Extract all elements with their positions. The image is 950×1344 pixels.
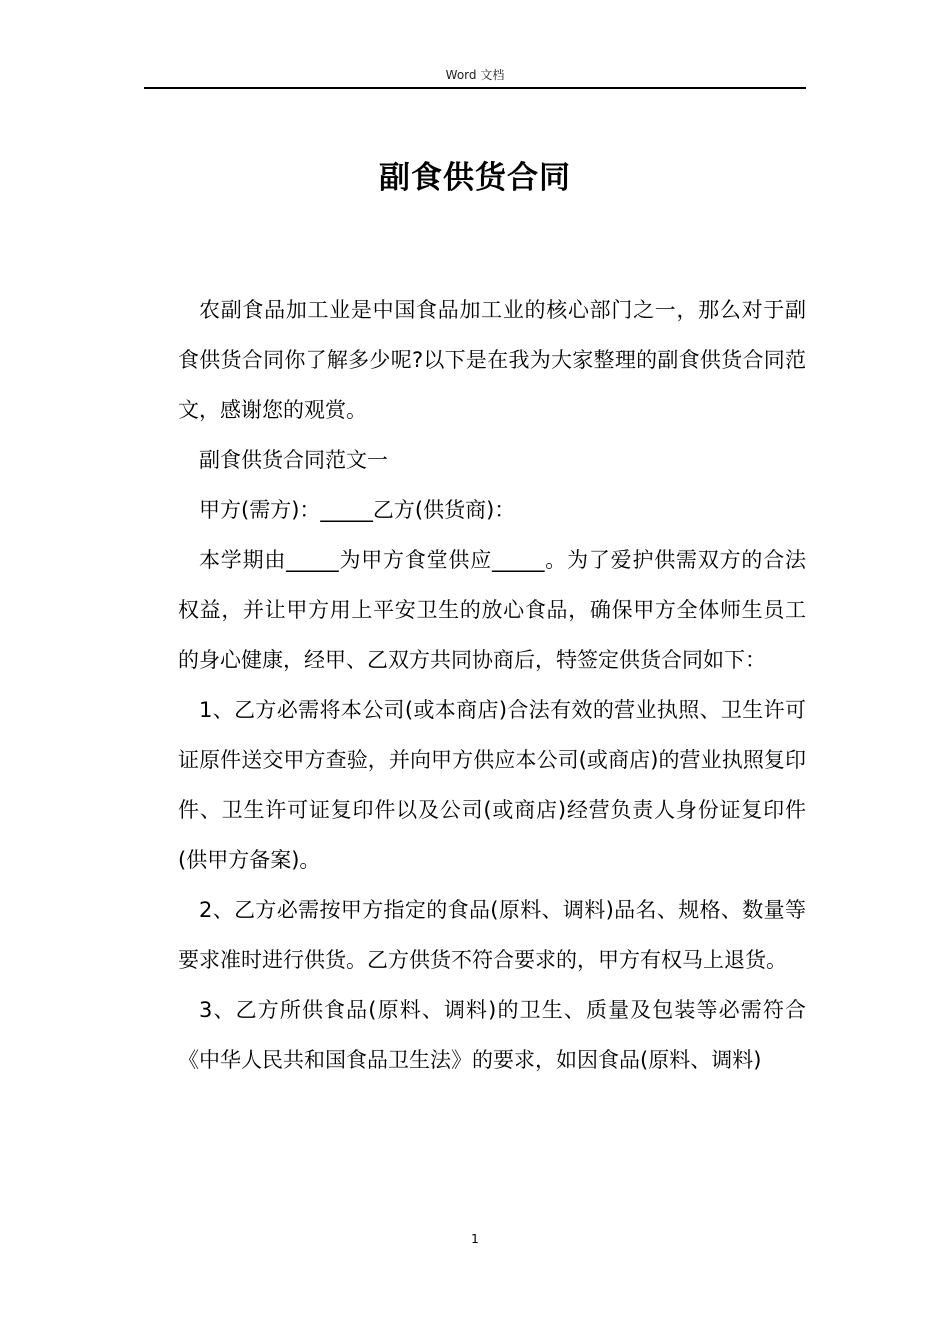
document-body — [178, 285, 806, 1085]
document-title: 副食供货合同 — [379, 160, 571, 196]
page-number: 1 — [471, 1232, 479, 1246]
paragraph-clause-3: 3、乙方所供食品(原料、调料)的卫生、质量及包装等必需符合《中华人民共和国食品卫生法》的要求，如因食品(原料、调料) — [178, 998, 806, 1072]
header-divider — [144, 87, 806, 89]
page-header: Word 文档 — [445, 68, 505, 82]
paragraph-intro: 农副食品加工业是中国食品加工业的核心部门之一，那么对于副食供货合同你了解多少呢?以下是在我为大家整理的副食供货合同范文，感谢您的观赏。 — [178, 298, 806, 422]
paragraph-parties: 甲方(需方)：_____乙方(供货商)： — [199, 498, 516, 522]
paragraph-subheading: 副食供货合同范文一 — [199, 448, 388, 472]
paragraph-clause-1: 1、乙方必需将本公司(或本商店)合法有效的营业执照、卫生许可证原件送交甲方查验，并向甲方供应本公司(或商店)的营业执照复印件、卫生许可证复印件以及公司(或商店)经营负责人身份证复印件(供甲方备案)。 — [178, 698, 806, 872]
paragraph-preamble: 本学期由_____为甲方食堂供应_____。为了爱护供需双方的合法权益，并让甲方用上平安卫生的放心食品，确保甲方全体师生员工的身心健康，经甲、乙双方共同协商后，特签定供货合同如下： — [178, 548, 806, 672]
paragraph-clause-2: 2、乙方必需按甲方指定的食品(原料、调料)品名、规格、数量等要求准时进行供货。乙方供货不符合要求的，甲方有权马上退货。 — [178, 898, 806, 972]
